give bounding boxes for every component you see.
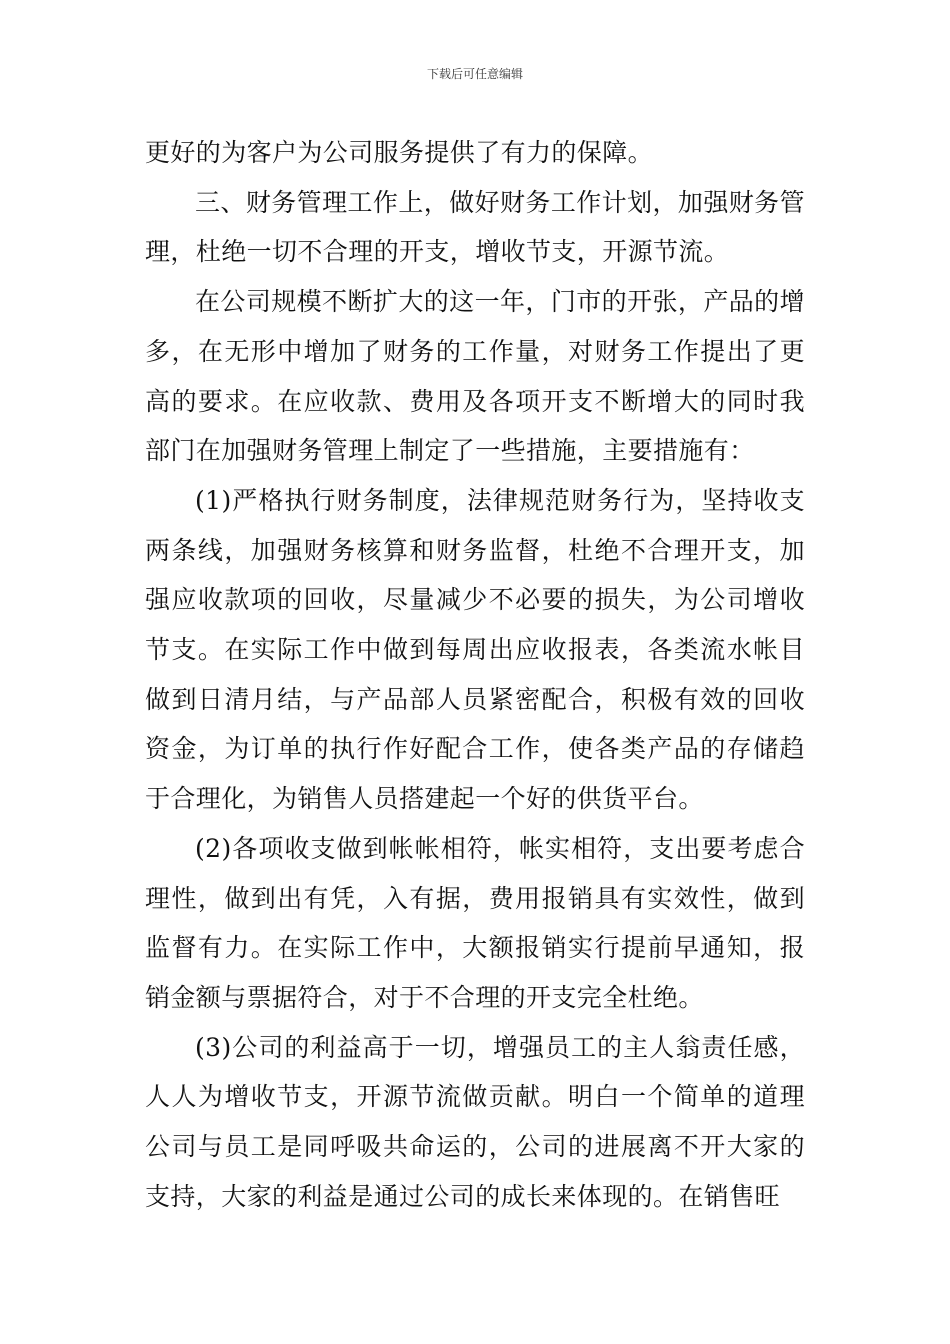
paragraph-measure-1: (1)严格执行财务制度，法律规范财务行为，坚持收支两条线，加强财务核算和财务监督，杜绝不合理开支，加强应收款项的回收，尽量减少不必要的损失，为公司增收节支。在实际工作中做到每周出应收报表，各类流水帐目做到日清月结，与产品部人员紧密配合，积极有效的回收资金，为订单的执行作好配合工作，使各类产品的存储趋于合理化，为销售人员搭建起一个好的供货平台。 (145, 485, 805, 814)
paragraph-context: 在公司规模不断扩大的这一年，门市的开张，产品的增多，在无形中增加了财务的工作量，对财务工作提出了更高的要求。在应收款、费用及各项开支不断增大的同时我部门在加强财务管理上制定了一些措施，主要措施有： (145, 287, 805, 466)
page-header: 下载后可任意编辑 (426, 67, 523, 81)
document-body (145, 128, 805, 1221)
paragraph-measure-3: (3)公司的利益高于一切，增强员工的主人翁责任感，人人为增收节支，开源节流做贡献。明白一个简单的道理公司与员工是同呼吸共命运的，公司的进展离不开大家的支持，大家的利益是通过公司的成长来体现的。在销售旺 (145, 1032, 805, 1211)
paragraph-continuation: 更好的为客户为公司服务提供了有力的保障。 (145, 138, 654, 167)
paragraph-section-three: 三、财务管理工作上，做好财务工作计划，加强财务管理，杜绝一切不合理的开支，增收节支，开源节流。 (145, 187, 805, 267)
paragraph-measure-2: (2)各项收支做到帐帐相符，帐实相符，支出要考虑合理性，做到出有凭，入有据，费用报销具有实效性，做到监督有力。在实际工作中，大额报销实行提前早通知，报销金额与票据符合，对于不合理的开支完全杜绝。 (145, 833, 805, 1012)
